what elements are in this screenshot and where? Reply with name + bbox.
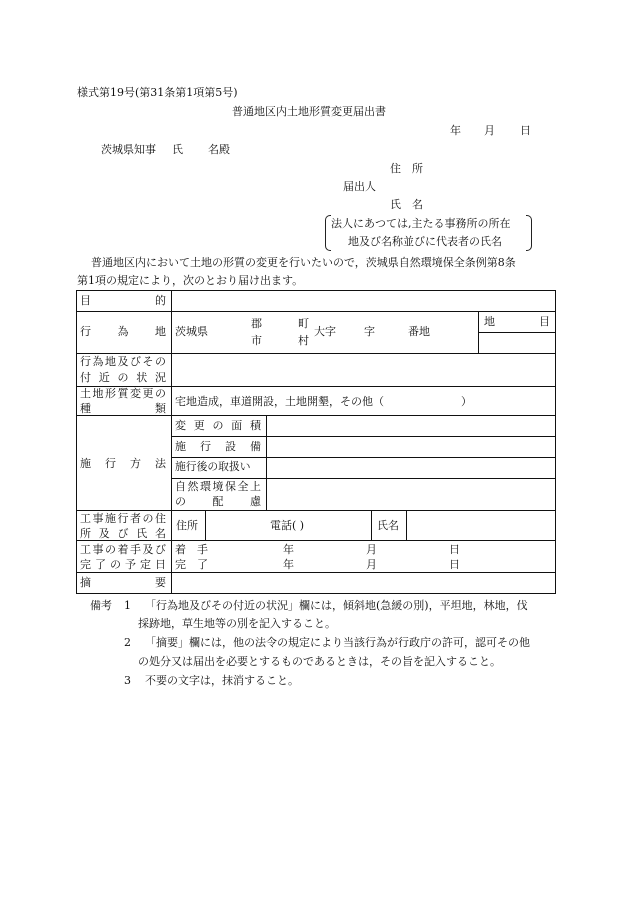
method-item-area: 変更の面積 [175,419,261,432]
date-year: 年 [450,124,461,137]
contractor-label-1: 工事施行者の住 [80,512,166,525]
chimoku-label: 地目 [484,315,550,328]
location-pref: 茨城県 [175,325,208,338]
remark-1-text2: 採跡地，草生地等の別を記入すること。 [138,617,336,630]
applicant-name-label: 氏 名 [390,198,423,211]
date-month: 月 [484,124,495,137]
situation-label-2: 付近の状況 [80,371,166,384]
remarks-label: 備考 [90,599,112,612]
applicant-note-line2: 地及び名称並びに代表者の氏名 [348,235,502,248]
location-mura: 村 [298,334,309,347]
end-month: 月 [366,558,377,571]
applicant-role-label: 届出人 [343,180,376,193]
end-label: 完 了 [175,558,208,571]
note-right-bracket [526,215,532,251]
type-label-1: 土地形質変更の [80,387,166,400]
remark-1-text1: 「行為地及びその付近の状況」欄には，傾斜地(急緩の別)，平坦地，林地，伐 [145,599,528,612]
type-label-2: 種類 [80,402,166,415]
location-shi: 市 [251,334,262,347]
method-area-field[interactable] [268,417,554,435]
start-month: 月 [366,543,377,556]
remark-3-text1: 不要の文字は，抹消すること。 [145,674,299,687]
end-year: 年 [283,558,294,571]
remark-2-num: 2 [124,636,131,649]
start-year: 年 [283,543,294,556]
method-equipment-field[interactable] [268,438,554,456]
remark-3-num: 3 [124,674,131,687]
page-title: 普通地区内土地形質変更届出書 [232,105,386,118]
applicant-address-label: 住 所 [390,162,423,175]
method-label: 施行方法 [80,457,166,470]
location-machi: 町 [298,317,309,330]
location-gun: 郡 [251,317,262,330]
summary-label: 摘要 [80,576,166,589]
end-day: 日 [449,558,460,571]
start-day: 日 [449,543,460,556]
start-label: 着 手 [175,543,208,556]
contractor-address-label: 住所 [176,519,198,532]
contractor-phone-label: 電話( ) [270,519,305,532]
addressee-name-left: 氏 [172,143,183,156]
type-value: 宅地造成，車道開設，土地開墾，その他（ ） [175,395,472,408]
remark-2-text2: の処分又は届出を必要とするものであるときは，その旨を記入すること。 [138,655,501,668]
conservation-label-2: の配慮 [175,495,261,508]
location-label: 行為地 [80,325,166,338]
purpose-field[interactable] [173,292,553,310]
conservation-field[interactable] [268,480,554,509]
applicant-note-line1: 法人にあつては,主たる事務所の所在 [331,217,511,230]
schedule-label-1: 工事の着手及び [80,543,166,556]
method-after-field[interactable] [268,459,554,477]
summary-field[interactable] [173,574,553,592]
method-item-equipment: 施行設備 [175,440,261,453]
location-aza: 字 [364,325,375,338]
method-item-after: 施行後の取扱い [175,460,251,473]
addressee-name-right: 名殿 [208,143,230,156]
location-oaza: 大字 [314,325,336,338]
intro-line1: 普通地区内において土地の形質の変更を行いたいので，茨城県自然環境保全条例第8条 [91,256,516,269]
location-banchi: 番地 [408,325,430,338]
situation-field[interactable] [173,355,553,385]
purpose-label: 目的 [80,294,166,307]
conservation-label-1: 自然環境保全上 [175,480,261,493]
remark-2-text1: 「摘要」欄には，他の法令の規定により当該行為が行政庁の許可，認可その他 [145,636,530,649]
contractor-name-label: 氏名 [377,519,399,532]
situation-label-1: 行為地及びその [80,355,166,368]
date-day: 日 [520,124,531,137]
schedule-label-2: 完了の予定日 [80,558,166,571]
chimoku-field[interactable] [480,334,554,352]
form-number: 様式第19号(第31条第1項第5号) [77,86,238,99]
intro-line2: 第1項の規定により，次のとおり届け出ます。 [77,274,304,287]
contractor-label-2: 所及び氏名 [80,527,166,540]
addressee-governor: 茨城県知事 [101,143,156,156]
remark-1-num: 1 [124,599,131,612]
